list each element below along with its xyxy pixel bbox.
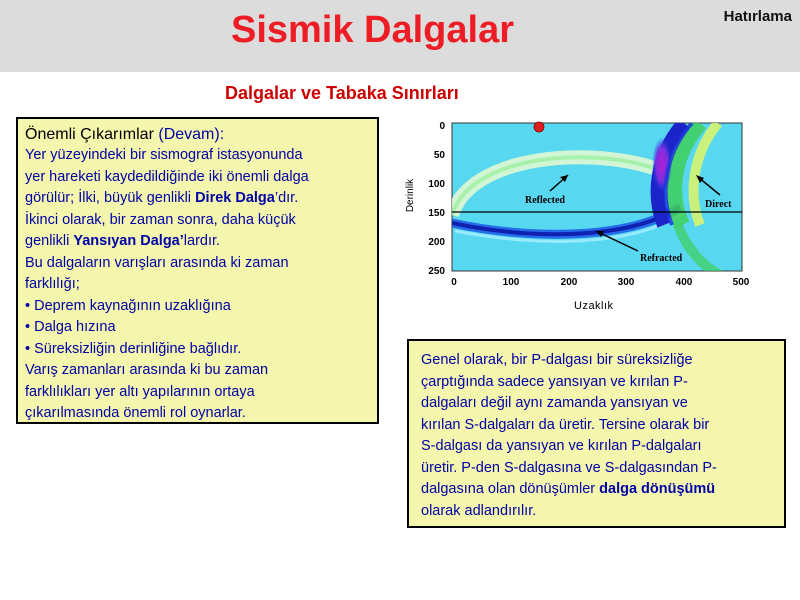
x-tick: 400 — [675, 277, 693, 288]
page-title: Sismik Dalgalar — [230, 9, 515, 51]
y-tick: 250 — [428, 266, 445, 277]
text-line: Bu dalgaların varışları arasında ki zaman — [25, 254, 289, 271]
text-line: kırılan S-dalgaları da üretir. Tersine olarak bir — [421, 416, 710, 433]
text-line: üretir. P-den S-dalgasına ve S-dalgasından P- — [421, 459, 717, 476]
x-tick: 200 — [560, 277, 578, 288]
text-line: İkinci olarak, bir zaman sonra, daha küçük — [25, 211, 296, 228]
key-points-box — [16, 117, 379, 424]
text-line: çarptığında sadece yansıyan ve kırılan P- — [421, 373, 688, 390]
text-line: Varış zamanları arasında ki bu zaman — [25, 362, 269, 378]
text-line: dalgaları değil aynı zamanda yansıyan ve — [421, 395, 688, 411]
section-subtitle: Dalgalar ve Tabaka Sınırları — [225, 83, 459, 103]
y-tick: 150 — [428, 208, 445, 219]
x-tick: 300 — [617, 277, 635, 288]
y-tick: 50 — [433, 150, 445, 161]
text-line: çıkarılmasında önemli rol oynarlar. — [25, 405, 246, 421]
text-line: farklılıkları yer altı yapılarının ortaya — [25, 383, 255, 400]
wave-conversion-box — [407, 339, 786, 528]
reflected-wave-term: Yansıyan Dalga’ — [73, 233, 184, 249]
y-tick: 100 — [428, 179, 445, 190]
text-line: dalgasına olan dönüşümler dalga dönüşümü — [421, 481, 716, 497]
text-line: yer hareketi kaydedildiğinde iki önemli dalga — [25, 168, 309, 185]
key-points-heading: Önemli Çıkarımlar (Devam): — [25, 126, 225, 143]
text-line: farklılığı; — [25, 276, 80, 292]
label-direct: Direct — [705, 199, 732, 210]
x-axis-label: Uzaklık — [574, 300, 614, 312]
text-line: Yer yüzeyindeki bir sismograf istasyonunda — [25, 147, 303, 163]
text-line: genlikli Yansıyan Dalga’lardır. — [25, 233, 221, 249]
reminder-tag: Hatırlama — [723, 8, 792, 25]
bullet-item: • Dalga hızına — [25, 319, 116, 335]
bullet-item: • Süreksizliğin derinliğine bağlıdır. — [25, 340, 242, 357]
y-axis-ticks — [428, 121, 445, 277]
y-tick: 0 — [439, 121, 445, 132]
bullet-item: • Deprem kaynağının uzaklığına — [25, 297, 231, 314]
text-line: olarak adlandırılır. — [421, 502, 537, 519]
source-marker — [534, 122, 544, 132]
x-tick: 0 — [451, 277, 457, 288]
y-axis-label: Derinlik — [405, 178, 417, 213]
label-reflected: Reflected — [525, 195, 565, 206]
header-bar — [0, 0, 800, 72]
text-line: Genel olarak, bir P-dalgası bir süreksizliğe — [421, 352, 693, 368]
y-tick: 200 — [428, 237, 445, 248]
direct-wave-term: Direk Dalga — [195, 190, 275, 206]
wave-conversion-term: dalga dönüşümü — [599, 481, 716, 497]
text-line: görülür; İlki, büyük genlikli Direk Dalga’dır. — [25, 190, 299, 206]
wavefield-figure — [400, 115, 760, 290]
x-tick: 500 — [732, 277, 750, 288]
label-refracted: Refracted — [640, 253, 683, 264]
text-line: S-dalgası da yansıyan ve kırılan P-dalgaları — [421, 438, 702, 454]
x-axis-ticks — [451, 277, 750, 288]
x-tick: 100 — [502, 277, 520, 288]
